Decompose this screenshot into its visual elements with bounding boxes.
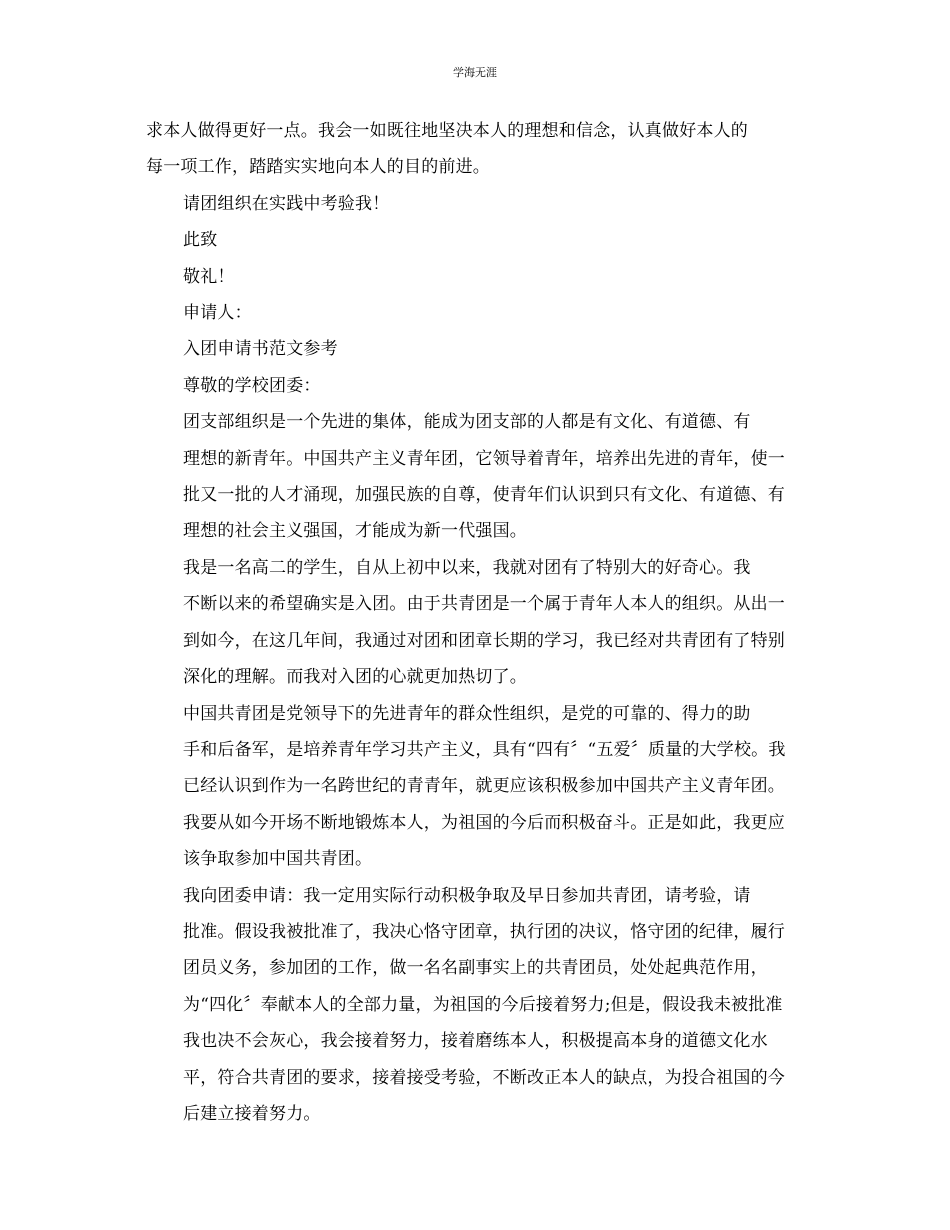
text-line: 请团组织在实践中考验我！ [183, 193, 390, 214]
text-line: 求本人做得更好一点。我会一如既往地坚决本人的理想和信念，认真做好本人的 [146, 121, 748, 141]
paragraph [146, 113, 798, 186]
text-line: 申请人： [183, 303, 252, 324]
paragraph [146, 259, 798, 295]
text-line: 我向团委申请：我一定用实际行动积极争取及早日参加共青团，请考验，请 [183, 885, 751, 906]
paragraph [146, 550, 798, 696]
text-line: 入团申请书范文参考 [183, 339, 338, 360]
text-line: 我要从如今开场不断地锻炼本人，为祖国的今后而积极奋斗。正是如此，我更应 [183, 812, 785, 833]
text-line: 此致 [183, 230, 218, 251]
text-line: 批准。假设我被批准了，我决心恪守团章，执行团的决议，恪守团的纪律，履行 [183, 921, 785, 942]
text-line: 我也决不会灰心，我会接着努力，接着磨练本人，积极提高本身的道德文化水 [183, 1031, 768, 1052]
text-line: 该争取参加中国共青团。 [183, 849, 373, 870]
text-line: 已经认识到作为一名跨世纪的青青年，就更应该积极参加中国共产主义青年团。 [183, 776, 785, 797]
text-line: 到如今，在这几年间，我通过对团和团章长期的学习，我已经对共青团有了特别 [183, 630, 785, 651]
paragraph [146, 331, 798, 367]
paragraph [146, 186, 798, 222]
document-body [146, 113, 798, 1132]
text-line: 深化的理解。而我对入团的心就更加热切了。 [183, 667, 527, 688]
paragraph [146, 295, 798, 331]
text-line: 平，符合共青团的要求，接着接受考验，不断改正本人的缺点，为投合祖国的今 [183, 1067, 785, 1088]
paragraph [146, 222, 798, 258]
text-line: 尊敬的学校团委： [183, 375, 321, 396]
paragraph [146, 696, 798, 878]
paragraph [146, 878, 798, 1133]
text-line: 敬礼！ [183, 266, 235, 287]
text-line: 中国共青团是党领导下的先进青年的群众性组织，是党的可靠的、得力的助 [183, 703, 751, 724]
text-line: 团员义务，参加团的工作，做一名名副事实上的共青团员，处处起典范作用， [183, 958, 768, 979]
text-line: 手和后备军，是培养青年学习共产主义，具有“四有〞“五爱〞质量的大学校。我 [183, 739, 786, 760]
text-line: 为“四化〞奉献本人的全部力量，为祖国的今后接着努力;但是，假设我未被批准 [183, 994, 783, 1015]
page-header: 学海无涯 [453, 66, 497, 79]
text-line: 批又一批的人才涌现，加强民族的自尊，使青年们认识到只有文化、有道德、有 [183, 485, 785, 506]
text-line: 理想的新青年。中国共产主义青年团，它领导着青年，培养出先进的青年，使一 [183, 448, 785, 469]
text-line: 不断以来的希望确实是入团。由于共青团是一个属于青年人本人的组织。从出一 [183, 594, 785, 615]
paragraph [146, 404, 798, 550]
text-line: 我是一名高二的学生，自从上初中以来，我就对团有了特别大的好奇心。我 [183, 557, 751, 578]
paragraph [146, 368, 798, 404]
text-line: 理想的社会主义强国，才能成为新一代强国。 [183, 521, 527, 542]
text-line: 后建立接着努力。 [183, 1103, 321, 1124]
text-line: 每一项工作，踏踏实实地向本人的目的前进。 [146, 157, 490, 178]
text-line: 团支部组织是一个先进的集体，能成为团支部的人都是有文化、有道德、有 [183, 412, 751, 433]
